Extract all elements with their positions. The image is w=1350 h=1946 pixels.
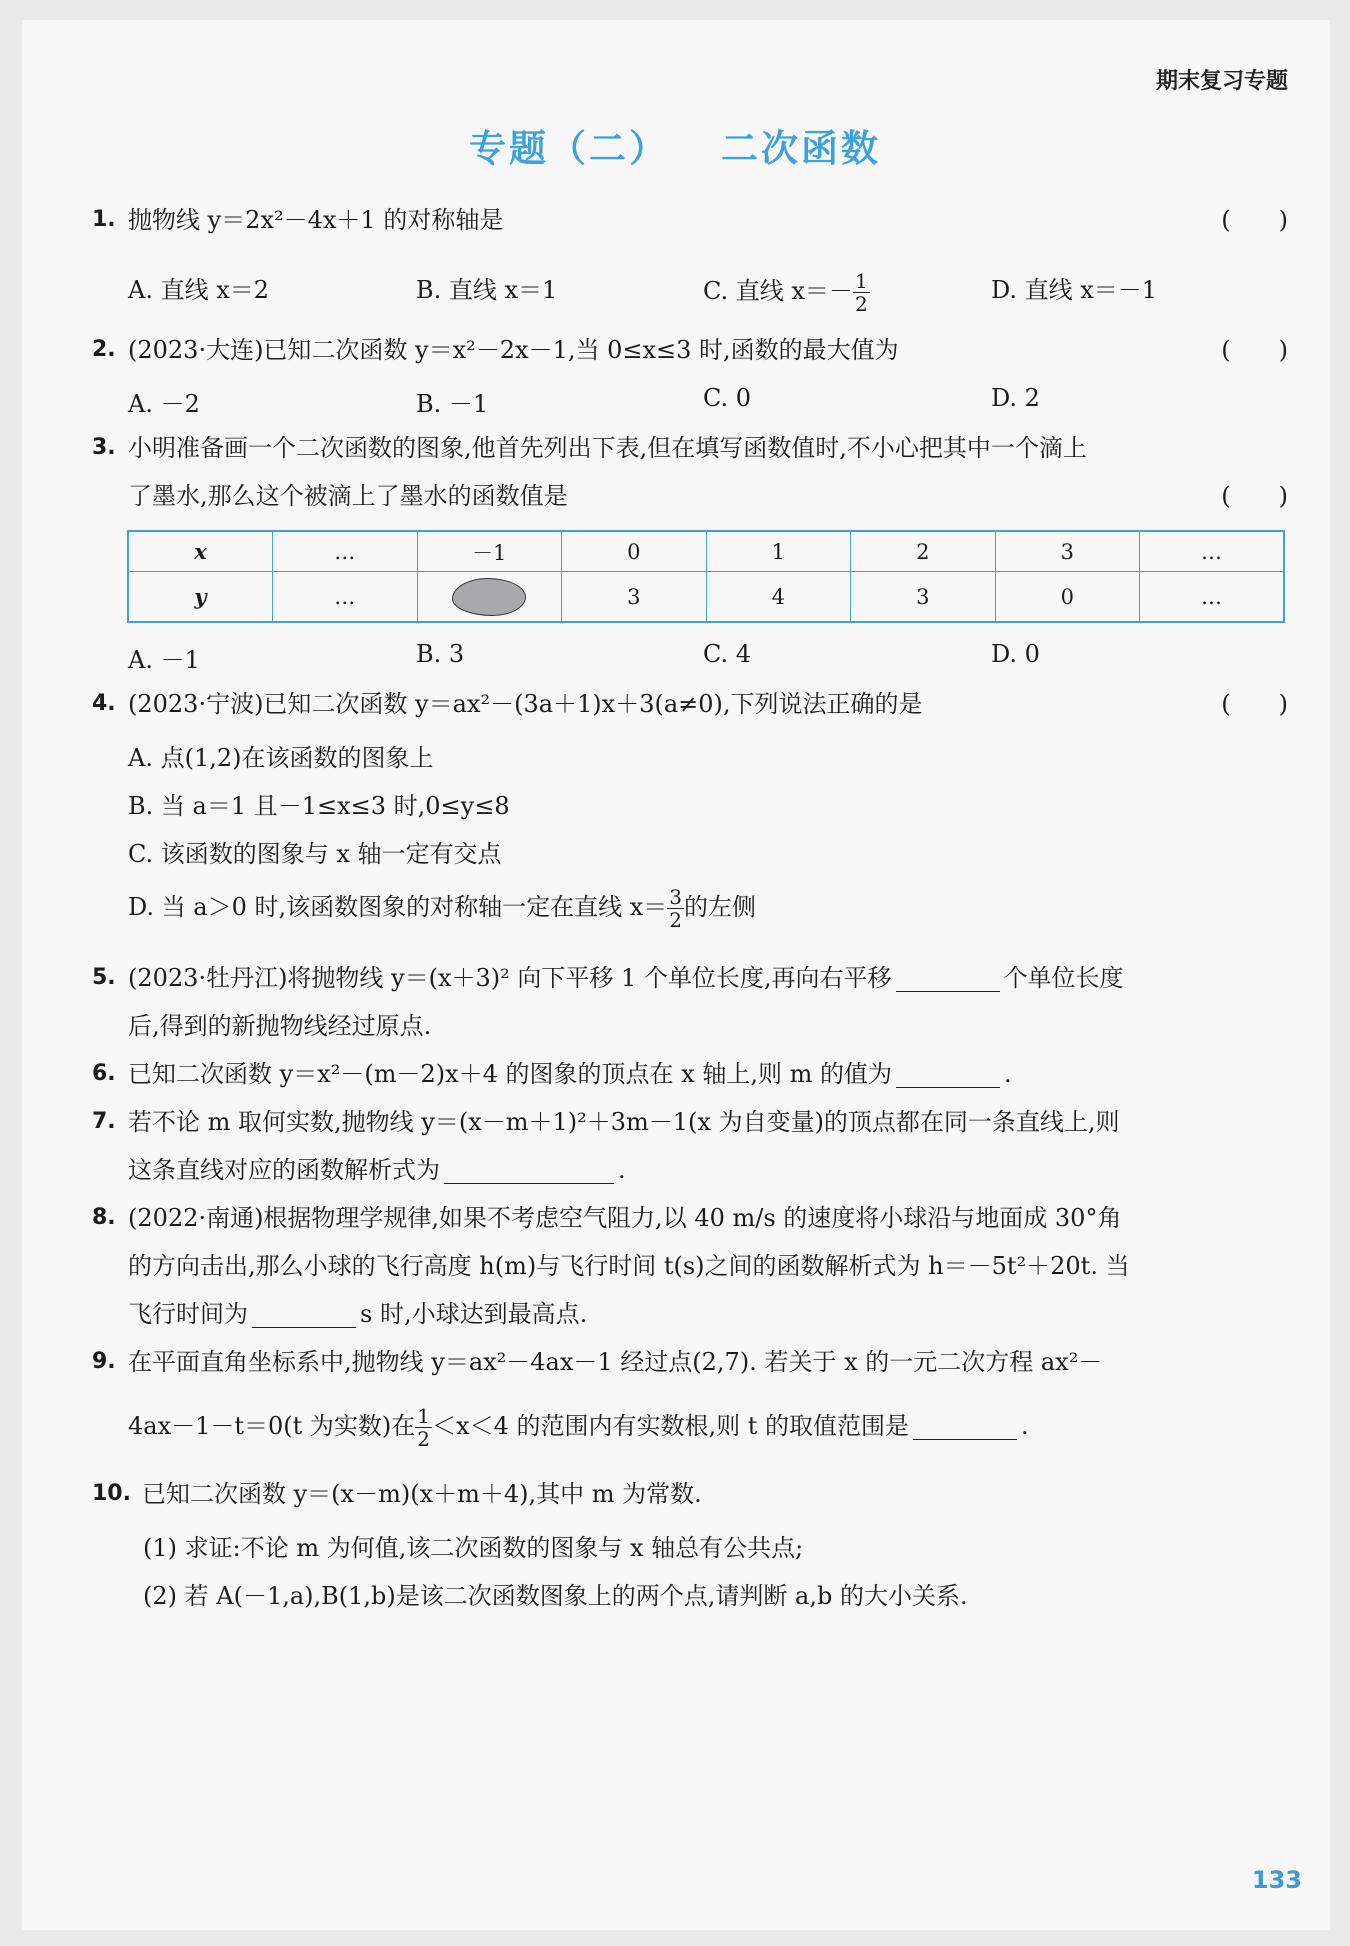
table-cell: 3 [851,572,996,622]
option-d [128,886,756,931]
question-stem-line2: 后,得到的新抛物线经过原点. [128,1012,432,1040]
question-stem: 已知二次函数 y＝x²－(m－2)x＋4 的图象的顶点在 x 轴上,则 m 的值为 [128,1060,892,1088]
option-a: A. －2 [128,390,200,418]
question-6 [92,1050,1288,1098]
table-cell: … [1140,572,1285,622]
option-d: D. 直线 x＝－1 [991,276,1158,304]
table-cell: x [128,531,273,572]
table-cell: －1 [417,531,562,572]
denominator: 2 [417,1427,431,1451]
question-stem-line3: 飞行时间为 [128,1300,248,1328]
question-number: 3. [92,435,116,460]
question-stem-line2-tail: ＜x＜4 的范围内有实数根,则 t 的取值范围是 [432,1412,909,1440]
question-10 [92,1470,1288,1518]
numerator: 3 [669,885,683,909]
question-number: 6. [92,1061,116,1086]
question-stem-line2: 的方向击出,那么小球的飞行高度 h(m)与飞行时间 t(s)之间的函数解析式为 h＝－5t²＋20t. 当 [128,1252,1130,1280]
option-c-text: C. 直线 x＝－ [703,277,853,305]
section-header: 期末复习专题 [1155,69,1288,94]
question-number: 4. [92,691,116,716]
page-number: 133 [1251,1866,1302,1894]
table-cell [417,572,562,622]
option-c: C. 4 [703,640,752,668]
answer-blank[interactable] [896,991,1000,992]
question-8-line2 [92,1242,1288,1290]
question-stem: (2023·大连)已知二次函数 y＝x²－2x－1,当 0≤x≤3 时,函数的最大值为 [128,336,899,364]
question-2 [92,326,1288,374]
question-number: 2. [92,337,116,362]
table-cell: 2 [851,531,996,572]
table-cell: 1 [706,531,851,572]
period: . [618,1156,626,1184]
table-cell: 3 [995,531,1140,572]
option-a: A. 直线 x＝2 [128,276,270,304]
fraction [853,270,870,315]
question-7 [92,1098,1288,1146]
table-cell: … [1140,531,1285,572]
question-number: 7. [92,1109,116,1134]
value-table [127,530,1285,623]
question-5-line2 [92,1002,1288,1050]
table-row-y [128,572,1284,622]
answer-blank[interactable] [896,1087,1000,1088]
title-topic-name: 二次函数 [721,127,881,170]
question-stem-line1: (2022·南通)根据物理学规律,如果不考虑空气阻力,以 40 m/s 的速度将小球沿与地面成 30°角 [128,1204,1122,1232]
option-a: A. －1 [128,646,200,674]
option-c: C. 该函数的图象与 x 轴一定有交点 [128,840,502,868]
question-5 [92,954,1288,1002]
table-cell: 4 [706,572,851,622]
question-stem-line1: 若不论 m 取何实数,抛物线 y＝(x－m＋1)²＋3m－1(x 为自变量)的顶点都在同一条直线上,则 [128,1108,1120,1136]
table-cell: y [128,572,273,622]
answer-parentheses: ( ) [1221,336,1288,364]
question-number: 5. [92,965,116,990]
option-d: D. 2 [991,384,1040,412]
fraction [415,1405,432,1450]
table-cell: 0 [562,531,707,572]
fraction [667,886,684,931]
question-stem-line1-tail: 个单位长度 [1003,964,1124,992]
question-stem-line2: 了墨水,那么这个被滴上了墨水的函数值是 [128,482,568,510]
question-9-line2 [128,1402,1288,1450]
option-d-tail: 的左侧 [684,893,757,921]
question-8 [92,1194,1288,1242]
question-3-line2 [92,472,1288,520]
question-number: 10. [92,1481,131,1506]
question-stem: 已知二次函数 y＝(x－m)(x＋m＋4),其中 m 为常数. [142,1480,702,1508]
numerator: 1 [417,1404,431,1428]
question-stem-line1: 小明准备画一个二次函数的图象,他首先列出下表,但在填写函数值时,不小心把其中一个滴上 [128,434,1087,462]
question-stem: (2023·宁波)已知二次函数 y＝ax²－(3a＋1)x＋3(a≠0),下列说法正确的是 [128,690,923,718]
question-3 [92,424,1288,472]
denominator: 2 [854,292,868,316]
question-9 [92,1338,1288,1386]
answer-blank[interactable] [252,1327,356,1328]
question-7-line2 [92,1146,1288,1194]
question-stem-line3-tail: s 时,小球达到最高点. [360,1300,588,1328]
period: . [1003,1060,1012,1088]
table-row-x [128,531,1284,572]
question-stem: 抛物线 y＝2x²－4x＋1 的对称轴是 [128,206,504,234]
answer-parentheses: ( ) [1221,482,1288,510]
table-cell: … [273,572,418,622]
question-stem-line2: 4ax－1－t＝0(t 为实数)在 [128,1412,416,1440]
question-number: 1. [92,207,116,232]
sub-question-2: (2) 若 A(－1,a),B(1,b)是该二次函数图象上的两个点,请判断 a,b 的大小关系. [143,1582,968,1610]
option-b: B. 3 [416,640,465,668]
table-cell: … [273,531,418,572]
answer-blank[interactable] [444,1183,614,1184]
sub-question-1: (1) 求证:不论 m 为何值,该二次函数的图象与 x 轴总有公共点; [143,1534,804,1562]
question-stem-line2: 这条直线对应的函数解析式为 [128,1156,440,1184]
question-4 [92,680,1288,728]
option-b: B. －1 [416,390,489,418]
answer-parentheses: ( ) [1221,206,1288,234]
denominator: 2 [669,908,683,932]
question-number: 8. [92,1205,116,1230]
question-stem-line1: (2023·牡丹江)将抛物线 y＝(x＋3)² 向下平移 1 个单位长度,再向右平移 [128,964,892,992]
option-a: A. 点(1,2)在该函数的图象上 [128,744,434,772]
option-b: B. 当 a＝1 且－1≤x≤3 时,0≤y≤8 [128,792,510,820]
answer-parentheses: ( ) [1221,690,1288,718]
option-c [703,270,870,315]
option-b: B. 直线 x＝1 [416,276,558,304]
numerator: 1 [854,269,868,293]
answer-blank[interactable] [913,1439,1017,1440]
table-cell: 0 [995,572,1140,622]
period: . [1021,1412,1029,1440]
option-d: D. 0 [991,640,1040,668]
option-c: C. 0 [703,384,752,412]
question-8-line3 [92,1290,1288,1338]
question-number: 9. [92,1349,116,1374]
question-stem-line1: 在平面直角坐标系中,抛物线 y＝ax²－4ax－1 经过点(2,7). 若关于 x 的一元二次方程 ax²－ [128,1348,1103,1376]
question-1 [92,196,1288,244]
title-topic-number: 专题（二） [469,127,669,170]
ink-blot-icon [452,578,526,616]
page-title [0,118,1350,172]
table-cell: 3 [562,572,707,622]
option-d-text: D. 当 a＞0 时,该函数图象的对称轴一定在直线 x＝ [128,893,668,921]
